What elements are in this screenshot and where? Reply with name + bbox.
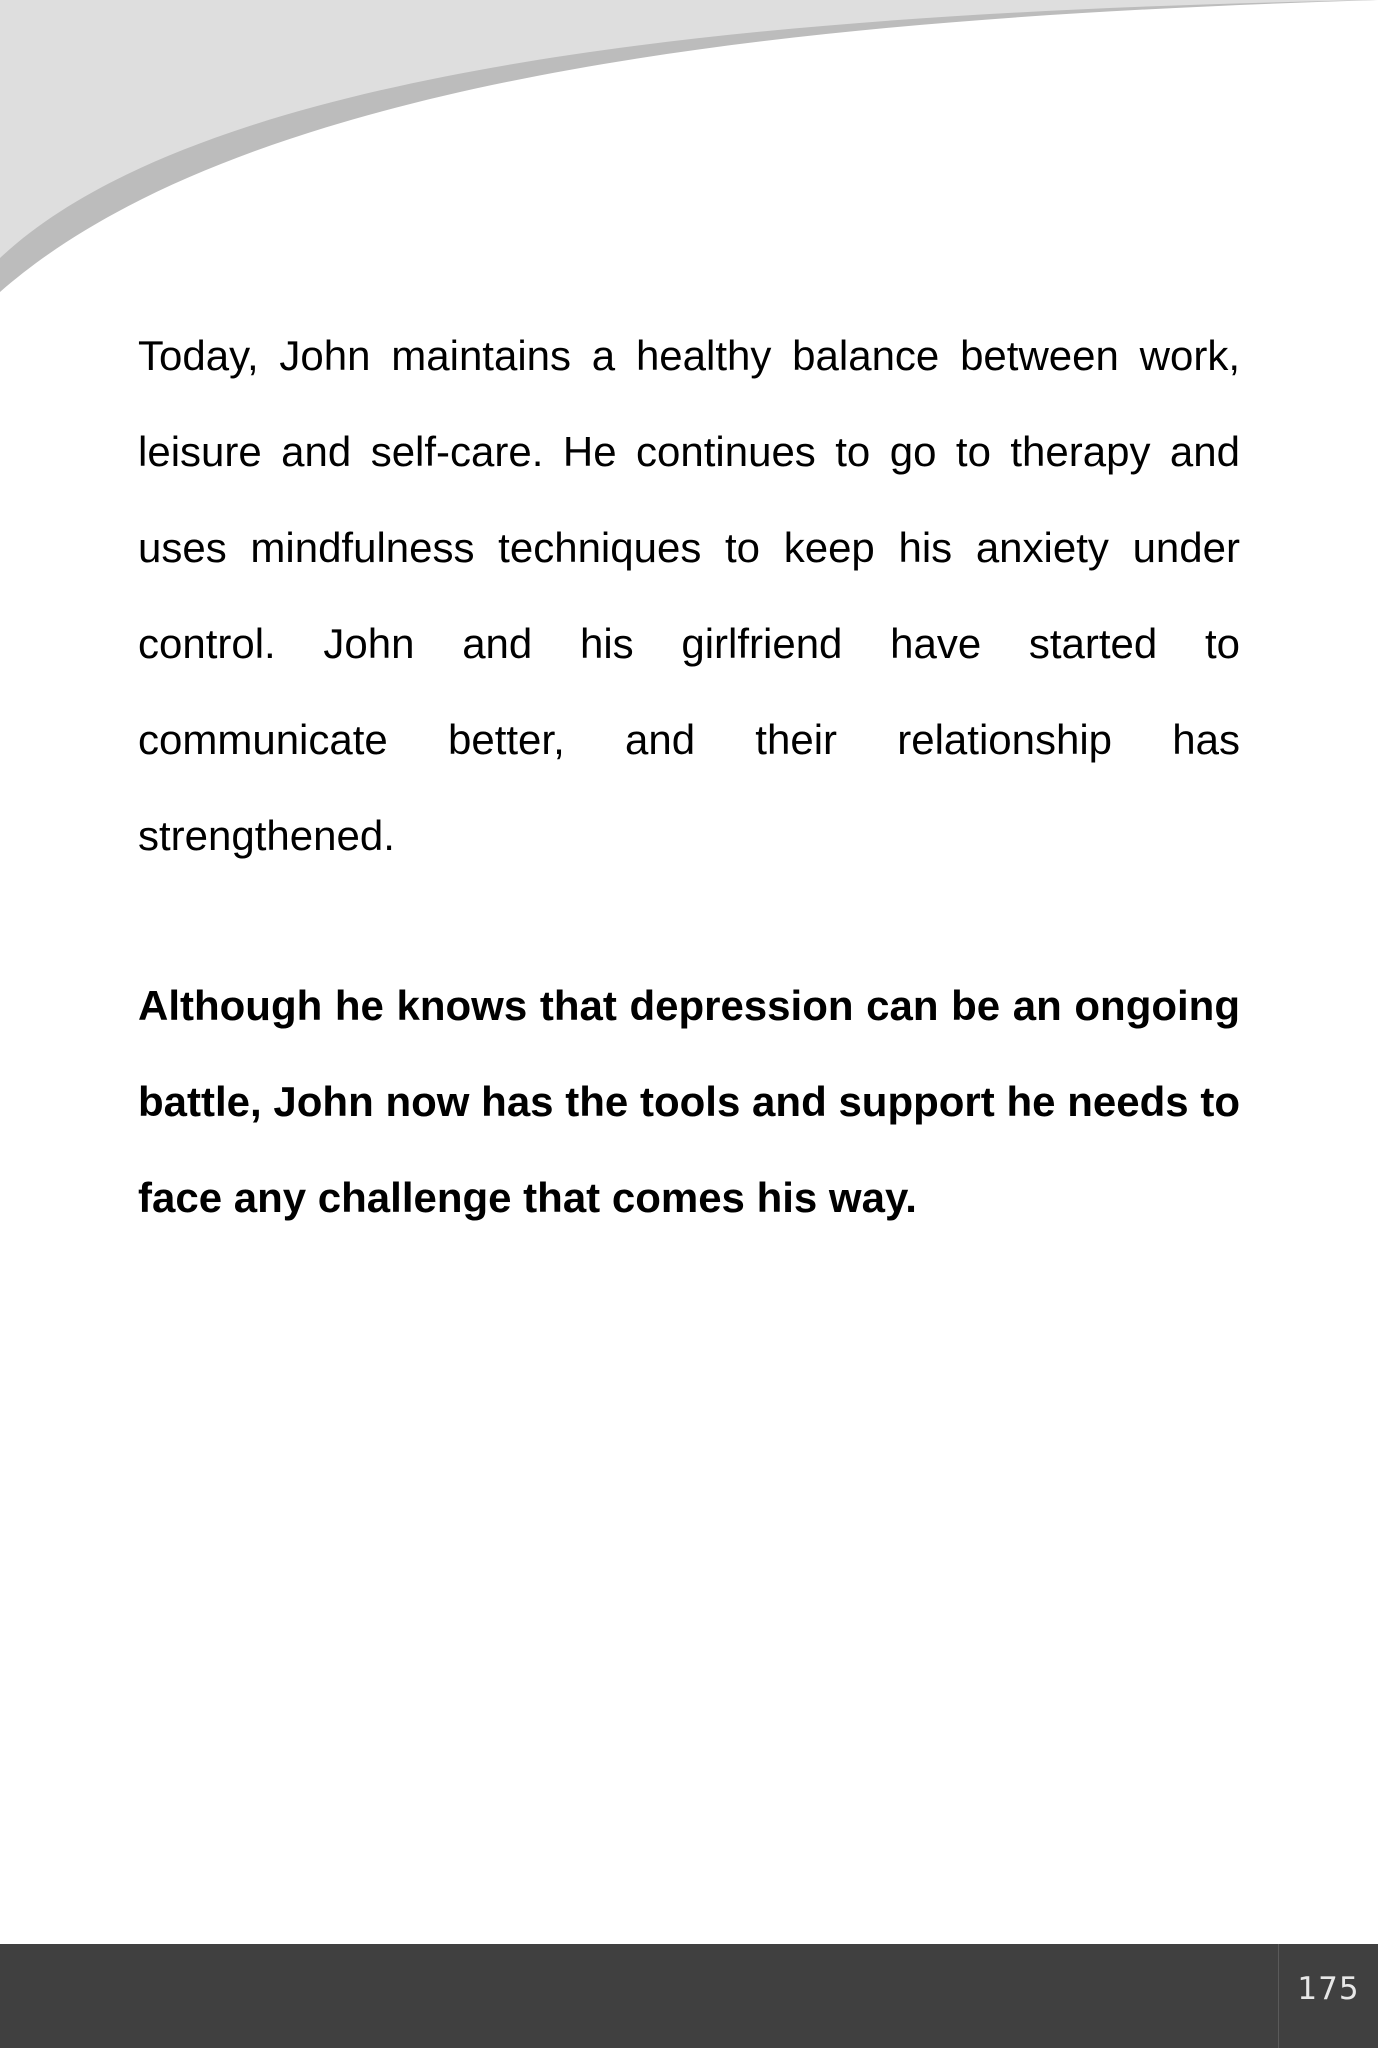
bold-conclusion-paragraph: Although he knows that depression can be an ongoing battle, John now has the tools and support he needs to face any challenge that comes his way. <box>138 982 1240 1221</box>
page-content <box>138 308 1240 1246</box>
header-swoosh-light-fill <box>0 0 1375 258</box>
header-swoosh-decoration <box>0 0 1378 300</box>
footer-bar <box>0 1944 1378 2048</box>
page-number: 175 <box>1297 1971 1360 2007</box>
page-number-box <box>1278 1944 1378 2048</box>
body-paragraph: Today, John maintains a healthy balance between work, leisure and self-care. He continues to go to therapy and uses mindfulness techniques to keep his anxiety under control. John and his girlfriend have started to communicate better, and their relationship has strengthened. <box>138 332 1240 859</box>
